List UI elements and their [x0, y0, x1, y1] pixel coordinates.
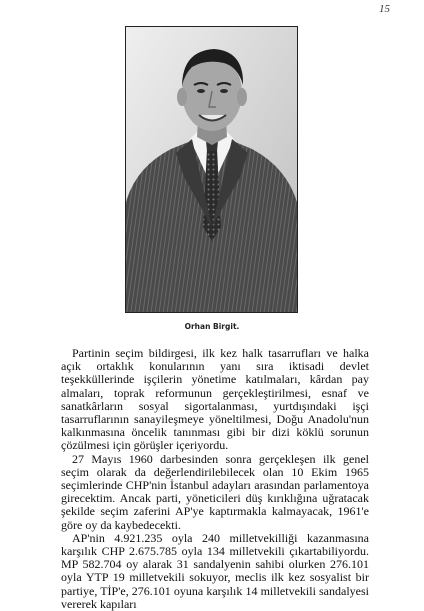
photo-caption: Orhan Birgit. [184, 322, 240, 331]
paragraph: Partinin seçim bildirgesi, ilk kez halk tasarrufları ve halka açık ortaklık konularının yanı sıra iktisadi devlet teşekküllerinde işçilerin yönetime katılmaları, kârdan pay almaları, toprak reformunun gerçekleştirilmesi, esnaf ve sanatkârların sosyal sigortalanması, yurtdışındaki işçi tasarruflarının sanayileşmeye yöneltilmesi, Doğu Anadolu'nun kalkınmasına öncelik tanınması gibi bir dizi köklü sorunun çözülmesi için görüşler içeriyordu. [61, 346, 369, 453]
body-text [61, 347, 369, 611]
page-number: 15 [379, 3, 390, 15]
paragraph: 27 Mayıs 1960 darbesinden sonra gerçekleşen ilk genel seçim olarak da değerlendirilebilecek olan 10 Ekim 1965 seçimlerinde CHP'nin İstanbul adayları arasından parlamentoya girecektim. Ancak parti, yöneticileri düş kırıklığına uğratacak şekilde seçim zaferini AP'ye kaptırmakla kalmayacak, 1961'e göre oy da kaybedecekti. [61, 451, 369, 532]
portrait-photo [125, 26, 298, 313]
portrait-photo-icon [126, 27, 297, 312]
paragraph: AP'nin 4.921.235 oyla 240 milletvekilliği kazanmasına karşılık CHP 2.675.785 oyla 134 milletvekili çıkartabiliyordu. MP 582.704 oy alarak 31 sandalyenin sahibi olurken 276.101 oyla YTP 19 milletvekili sokuyor, meclis ilk kez sosyalist bir partiye, TİP'e, 276.101 oyuna karşılık 14 milletvekili sandalyesi vererek kapıları [61, 530, 369, 611]
